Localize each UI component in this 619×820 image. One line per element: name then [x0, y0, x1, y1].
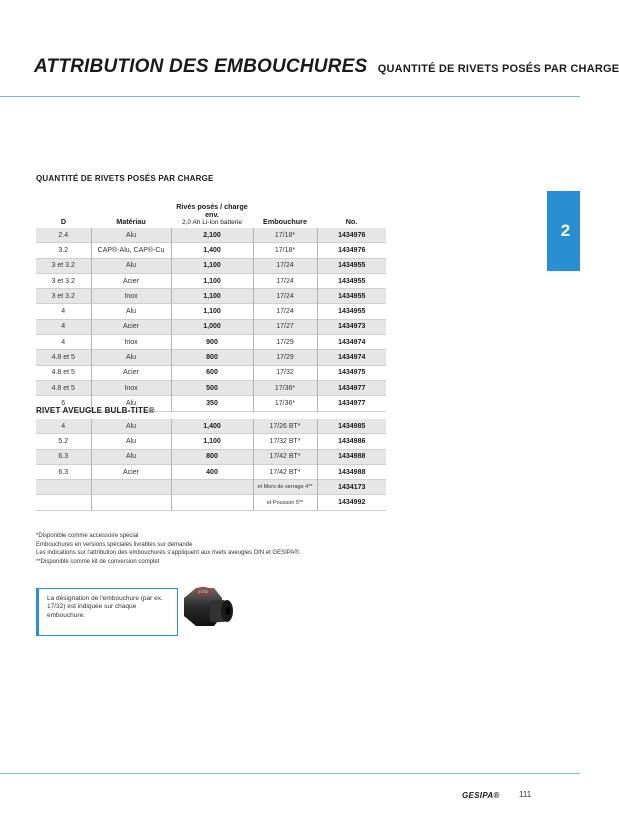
cell-diameter: 4.8 et 5	[36, 380, 91, 395]
col-header-rivets-label: Rivés posés / charge env.	[176, 202, 248, 219]
cell-rivets-count: 1,000	[171, 319, 253, 334]
table-row	[36, 304, 386, 319]
cell-diameter: 3 et 3.2	[36, 289, 91, 304]
cell-diameter: 4	[36, 419, 91, 434]
col-header-material: Matériau	[116, 217, 146, 226]
table-row	[36, 258, 386, 273]
table-row	[36, 350, 386, 365]
chapter-tab	[547, 191, 580, 271]
cell-diameter	[36, 480, 91, 495]
cell-material: Inox	[91, 380, 171, 395]
cell-rivets-count: 800	[171, 449, 253, 464]
col-header-nozzle: Embouchure	[263, 217, 307, 226]
cell-part-number: 1434955	[317, 289, 386, 304]
cell-diameter: 6.3	[36, 449, 91, 464]
cell-diameter: 4.8 et 5	[36, 350, 91, 365]
cell-part-number: 1434955	[317, 258, 386, 273]
cell-rivets-count: 400	[171, 464, 253, 479]
page-subtitle: QUANTITÉ DE RIVETS POSÉS PAR CHARGE	[377, 63, 619, 75]
cell-part-number: 1434977	[317, 380, 386, 395]
cell-rivets-count: 2,100	[171, 228, 253, 243]
cell-diameter: 4	[61, 308, 66, 316]
cell-part-number: 1434975	[317, 365, 386, 380]
page-number: 111	[519, 790, 532, 799]
cell-part-number: 1434974	[317, 335, 386, 350]
cell-diameter: 3.2	[58, 246, 69, 254]
cell-part-number: 1434992	[317, 495, 386, 510]
cell-rivets-count: 1,100	[171, 289, 253, 304]
footnote: Embouchures en versions spéciales livrables sur demande	[36, 541, 193, 548]
cell-rivets-count: 500	[171, 380, 253, 395]
cell-nozzle: 17/42 BT*	[253, 449, 317, 464]
cell-nozzle: 17/32	[253, 365, 317, 380]
table-header-row	[36, 203, 386, 228]
footnote: Les indications sur l'attribution des embouchures s'appliquent aux rivets aveugles DIN et GESIPA®.	[36, 550, 301, 557]
cell-material: Alu	[91, 228, 171, 243]
table-row	[36, 434, 386, 449]
page-header	[34, 56, 619, 78]
cell-part-number: 1434988	[317, 464, 386, 479]
cell-diameter: 4.8 et 5	[51, 369, 75, 377]
cell-material	[91, 480, 171, 495]
cell-diameter: 3 et 3.2	[36, 258, 91, 273]
cell-material: Alu	[91, 419, 171, 434]
cell-rivets-count: 1,400	[171, 243, 253, 258]
cell-part-number: 1434977	[317, 396, 386, 411]
cell-rivets-count	[171, 495, 253, 510]
cell-part-number: 1434974	[317, 350, 386, 365]
cell-rivets-count: 1,100	[171, 273, 253, 288]
brand-logo: GESIPA®	[462, 791, 500, 800]
cell-diameter: 2.4	[36, 228, 91, 243]
footnote: *Disponible comme accessoire spécial	[36, 533, 139, 539]
cell-nozzle: 17/24	[253, 273, 317, 288]
cell-material: CAP®-Alu, CAP®-Cu	[91, 243, 171, 258]
header-divider	[0, 96, 580, 97]
cell-nozzle: 17/24	[253, 258, 317, 273]
cell-rivets-count: 1,100	[171, 434, 253, 449]
cell-rivets-count: 1,400	[171, 419, 253, 434]
nozzle-hole	[226, 607, 231, 615]
cell-material: Alu	[91, 396, 171, 411]
cell-nozzle: 17/27	[253, 319, 317, 334]
bulbtite-table	[36, 419, 386, 511]
rivets-per-charge-table	[36, 203, 386, 412]
footnote: **Disponible comme kit de conversion complet	[36, 558, 160, 565]
table-row	[36, 243, 386, 258]
cell-part-number: 1434976	[317, 228, 386, 243]
table-row	[36, 464, 386, 479]
cell-material: Acier	[91, 319, 171, 334]
cell-rivets-count: 900	[171, 335, 253, 350]
table-row	[36, 365, 386, 380]
cell-material	[91, 495, 171, 510]
cell-rivets-count	[171, 480, 253, 495]
cell-material: Alu	[91, 449, 171, 464]
cell-material: Acier	[91, 365, 171, 380]
cell-nozzle: et Mors de serrage 4**	[253, 480, 317, 495]
col-header-no: No.	[345, 217, 358, 226]
page-title: ATTRIBUTION DES EMBOUCHURES	[34, 56, 368, 77]
cell-rivets-count: 800	[171, 350, 253, 365]
cell-nozzle: 17/32 BT*	[253, 434, 317, 449]
cell-nozzle: 17/36*	[253, 380, 317, 395]
col-header-rivets-sub: 2,0 Ah Li-Ion batterie	[182, 219, 242, 226]
section-title-bulbtite: RIVET AVEUGLE BULB-TITE®	[36, 406, 155, 415]
cell-rivets-count: 350	[171, 396, 253, 411]
table-row	[36, 419, 386, 434]
cell-nozzle: 17/26 BT*	[253, 419, 317, 434]
cell-nozzle: 17/29	[253, 350, 317, 365]
nozzle-image	[170, 580, 240, 640]
cell-part-number: 1434173	[317, 480, 386, 495]
cell-part-number: 1434985	[317, 419, 386, 434]
cell-material: Acier	[91, 464, 171, 479]
cell-rivets-count: 1,100	[171, 258, 253, 273]
cell-nozzle: 17/36*	[253, 396, 317, 411]
cell-part-number: 1434955	[317, 273, 386, 288]
cell-material: Acier	[91, 273, 171, 288]
section-title-charge: QUANTITÉ DE RIVETS POSÉS PAR CHARGE	[36, 174, 214, 183]
cell-nozzle: 17/29	[253, 335, 317, 350]
cell-diameter: 4	[36, 319, 91, 334]
cell-rivets-count: 1,100	[171, 304, 253, 319]
cell-material: Alu	[91, 350, 171, 365]
cell-rivets-count: 600	[171, 365, 253, 380]
nozzle-marking: 17/32	[197, 589, 209, 594]
footnotes	[36, 532, 300, 566]
table-row	[36, 380, 386, 395]
table-row	[36, 289, 386, 304]
cell-nozzle: 17/24	[253, 304, 317, 319]
cell-diameter: 5.2	[58, 437, 69, 445]
cell-nozzle: 17/18*	[253, 228, 317, 243]
col-header-rivets	[171, 203, 253, 228]
table-row	[36, 480, 386, 495]
cell-part-number: 1434986	[317, 434, 386, 449]
cell-nozzle: 17/24	[253, 289, 317, 304]
cell-diameter	[36, 495, 91, 510]
cell-diameter: 6.3	[58, 468, 69, 476]
col-header-d: D	[60, 217, 67, 226]
nozzle-callout: La désignation de l'embouchure (par ex. 17/32) est indiquée sur chaque embouchure.	[36, 588, 178, 636]
table-row	[36, 335, 386, 350]
cell-part-number: 1434988	[317, 449, 386, 464]
footer-divider	[0, 773, 580, 774]
cell-part-number: 1434976	[317, 243, 386, 258]
cell-material: Alu	[91, 434, 171, 449]
table-row	[36, 449, 386, 464]
cell-material: Alu	[91, 304, 171, 319]
cell-material: Inox	[91, 335, 171, 350]
cell-material: Inox	[91, 289, 171, 304]
chapter-number: 2	[560, 221, 571, 240]
cell-part-number: 1434955	[317, 304, 386, 319]
table-row	[36, 495, 386, 510]
table-row	[36, 273, 386, 288]
cell-diameter: 4	[61, 338, 66, 346]
cell-part-number: 1434973	[317, 319, 386, 334]
cell-diameter: 3 et 3.2	[51, 277, 75, 285]
table-row	[36, 228, 386, 243]
cell-nozzle: 17/42 BT*	[253, 464, 317, 479]
table-row	[36, 319, 386, 334]
cell-material: Alu	[91, 258, 171, 273]
cell-nozzle: et Poussoir 5**	[253, 495, 317, 510]
cell-nozzle: 17/18*	[253, 243, 317, 258]
cell-diameter: 6	[61, 399, 66, 407]
